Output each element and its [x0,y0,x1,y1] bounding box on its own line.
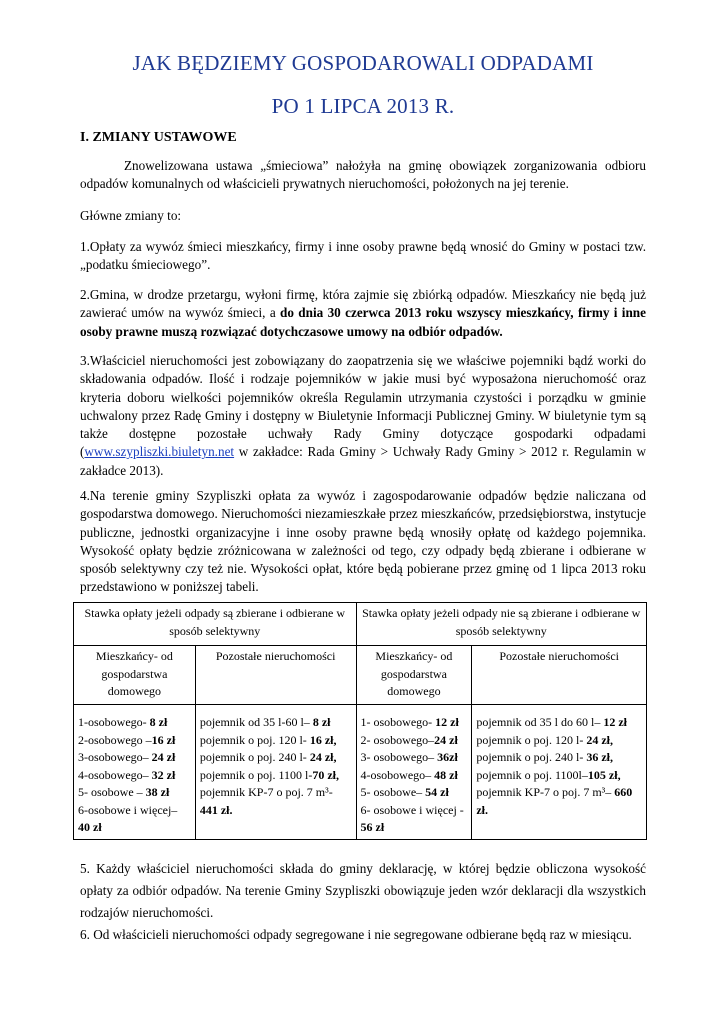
rate-label: pojemnik od 35 l do 60 l– [476,715,604,729]
rate-label: pojemnik od 35 l-60 l– [199,715,313,729]
point-2-paragraph [80,286,646,341]
rate-row [361,784,468,802]
rate-label: 6- osobowe i więcej - [360,802,464,817]
rate-row [78,749,191,767]
rate-label: 1- osobowego- [360,715,436,729]
subheader-other-selective: Pozostałe nieruchomości [195,646,356,705]
rate-label: pojemnik o poj. 120 l- [199,732,310,747]
rate-value: 441 zł. [199,802,233,817]
rate-label: 4-osobowego– [78,767,152,782]
header-selective: Stawka opłaty jeżeli odpady są zbierane i odbierane w sposób selektywny [74,603,357,646]
rate-label: pojemnik o poj. 240 l- [476,750,587,764]
rate-value: 24 zł, [586,732,614,747]
rate-label: 2- osobowego– [360,732,435,747]
rate-value: 16 zł, [309,732,337,747]
rate-value: 36zł [437,750,458,764]
intro-paragraph: Znowelizowana ustawa „śmieciowa” nałożyła na gminę obowiązek zorganizowania odbioru odpadów komunalnych od właścicieli prywatnych nieruchomości, położonych na jej terenie. [80,158,646,192]
rate-row [476,714,642,732]
biuletyn-link[interactable]: www.szypliszki.biuletyn.net [84,444,235,460]
point-5-paragraph: 5. Każdy właściciel nieruchomości składa do gminy deklarację, w której będzie obliczona wysokość opłaty za odbiór odpadów. Na terenie Gminy Szypliszki obowiązuje jeden wzór deklaracji dla wszystkich rodzajów nieruchomości. [80,861,646,920]
rate-row [78,714,191,732]
point-3-text-after: w zakładce: Rada Gminy > Uchwały Rady Gminy > 2012 r. Regulamin w zakładce 2013). [80,444,646,478]
rate-label: pojemnik o poj. 240 l- [199,750,310,764]
header-nonselective: Stawka opłaty jeżeli odpady nie są zbierane i odbierane w sposób selektywny [356,603,647,646]
cell-nonselective-households [356,705,472,840]
rate-label: 3-osobowego– [78,750,152,764]
rate-row [78,802,191,837]
rate-row [200,784,352,819]
rate-row [476,784,642,819]
rate-value: 16 zł [151,732,176,747]
rate-row [200,732,352,750]
rate-row [78,784,191,802]
rate-label: pojemnik KP-7 o poj. 7 m³– [476,785,615,799]
rate-value: 36 zł, [586,750,614,764]
rate-value: 56 zł [360,820,385,834]
rate-label: pojemnik o poj. 120 l- [476,732,587,747]
rate-label: 5- osobowe– [360,785,426,799]
fees-table [73,602,647,840]
rate-row [78,767,191,785]
point-4-paragraph: 4.Na terenie gminy Szypliszki opłata za wywóz i zagospodarowanie odpadów będzie naliczana od gospodarstwa domowego. Nieruchomości niezamieszkałe przez mieszkańców, przedsiębiorstwa, instytucje publiczne, jednostki organizacyjne i inne osoby prawne będą wnosiły opłatę od każdego pojemnika. Wysokość opłaty będzie zróżnicowana w zależności od tego, czy odpady będą zbierane i odbierane w sposób selektywny czy też nie. Wysokości opłat, które będą pobierane przez gminę od 1 lipca 2013 roku przedstawiono w poniższej tabeli. [80,488,646,595]
rate-row [476,767,642,785]
point-3-paragraph [80,352,646,480]
point-6-paragraph: 6. Od właścicieli nieruchomości odpady segregowane i nie segregowane odbierane będą raz w miesiącu. [80,927,632,942]
rate-label: pojemnik o poj. 1100l– [476,767,588,782]
rate-label: 5- osobowe – [78,785,146,799]
rate-row [476,749,642,767]
rate-row [361,714,468,732]
cell-selective-other [195,705,356,840]
subheader-households-nonselective: Mieszkańcy- od gospodarstwa domowego [356,646,472,705]
rate-label: 3- osobowego– [360,750,438,764]
point-2-text: 2.Gmina, w drodze przetargu, wyłoni firmę, która zajmie się zbiórką odpadów. Mieszkańcy nie będą już zawierać umów na wywóz śmieci, a [80,287,646,321]
cell-selective-households [74,705,196,840]
rate-row [78,732,191,750]
document-title-line2: PO 1 LIPCA 2013 R. [271,94,455,118]
rate-row [200,767,352,785]
point-2-bold-text: do dnia 30 czerwca 2013 roku wszyscy mieszkańcy, firmy i inne osoby prawne muszą rozwiązać dotychczasowe umowy na odbiór odpadów. [80,305,646,339]
rate-label: pojemnik KP-7 o poj. 7 m³- [199,785,333,799]
rate-value: 105 zł, [587,767,621,782]
rate-value: 54 zł [425,785,449,799]
rate-value: 38 zł [145,785,170,799]
rate-label: 6-osobowe i więcej– [78,802,178,817]
document-title-line1: JAK BĘDZIEMY GOSPODAROWALI ODPADAMI [132,51,594,75]
rate-label: pojemnik o poj. 1100 l- [199,767,313,782]
rate-row [200,749,352,767]
main-changes-label: Główne zmiany to: [80,208,182,223]
rate-label: 1-osobowego- [78,715,150,729]
rate-value: 12 zł [435,715,459,729]
rate-row [361,802,468,837]
section-heading: I. ZMIANY USTAWOWE [80,130,237,145]
rate-row [200,714,352,732]
rate-label: 2-osobowego – [78,732,152,747]
subheader-households-selective: Mieszkańcy- od gospodarstwa domowego [74,646,196,705]
rate-label: 4-osobowego– [360,767,435,782]
rate-value: 8 zł [312,715,331,729]
point-1-paragraph: 1.Opłaty za wywóz śmieci mieszkańcy, firmy i inne osoby prawne będą wnosić do Gminy w postaci tzw. „podatku śmieciowego”. [80,239,646,273]
rate-row [361,767,468,785]
rate-value: 40 zł [78,820,102,834]
rate-value: 24 zł [151,750,176,764]
rate-row [361,749,468,767]
rate-value: 8 zł [149,715,168,729]
subheader-other-nonselective: Pozostałe nieruchomości [472,646,647,705]
rate-value: 660 zł. [476,785,633,817]
rate-value: 70 zł, [312,767,340,782]
rate-row [361,732,468,750]
point-3-text-before: 3.Właściciel nieruchomości jest zobowiązany do zaopatrzenia się we właściwe pojemniki bądź worki do składowania odpadów. Ilość i rodzaje pojemników w jakie musi być wyposażona nieruchomość oraz kryteria doboru wielkości pojemników określa Regulamin utrzymania czystości i porządku w gminie uchwalony przez Radę Gminy i dostępny w Biuletynie Informacji Publicznej Gminy. W biuletynie tym są także dostępne pozostałe uchwały Rady Gminy dotyczące gospodarki odpadami ( [80,353,646,460]
rate-value: 24 zł [434,732,458,747]
rate-row [476,732,642,750]
rate-value: 12 zł [603,715,628,729]
rate-value: 24 zł, [309,750,337,764]
cell-nonselective-other [472,705,647,840]
rate-value: 48 zł [434,767,458,782]
rate-value: 32 zł [151,767,176,782]
